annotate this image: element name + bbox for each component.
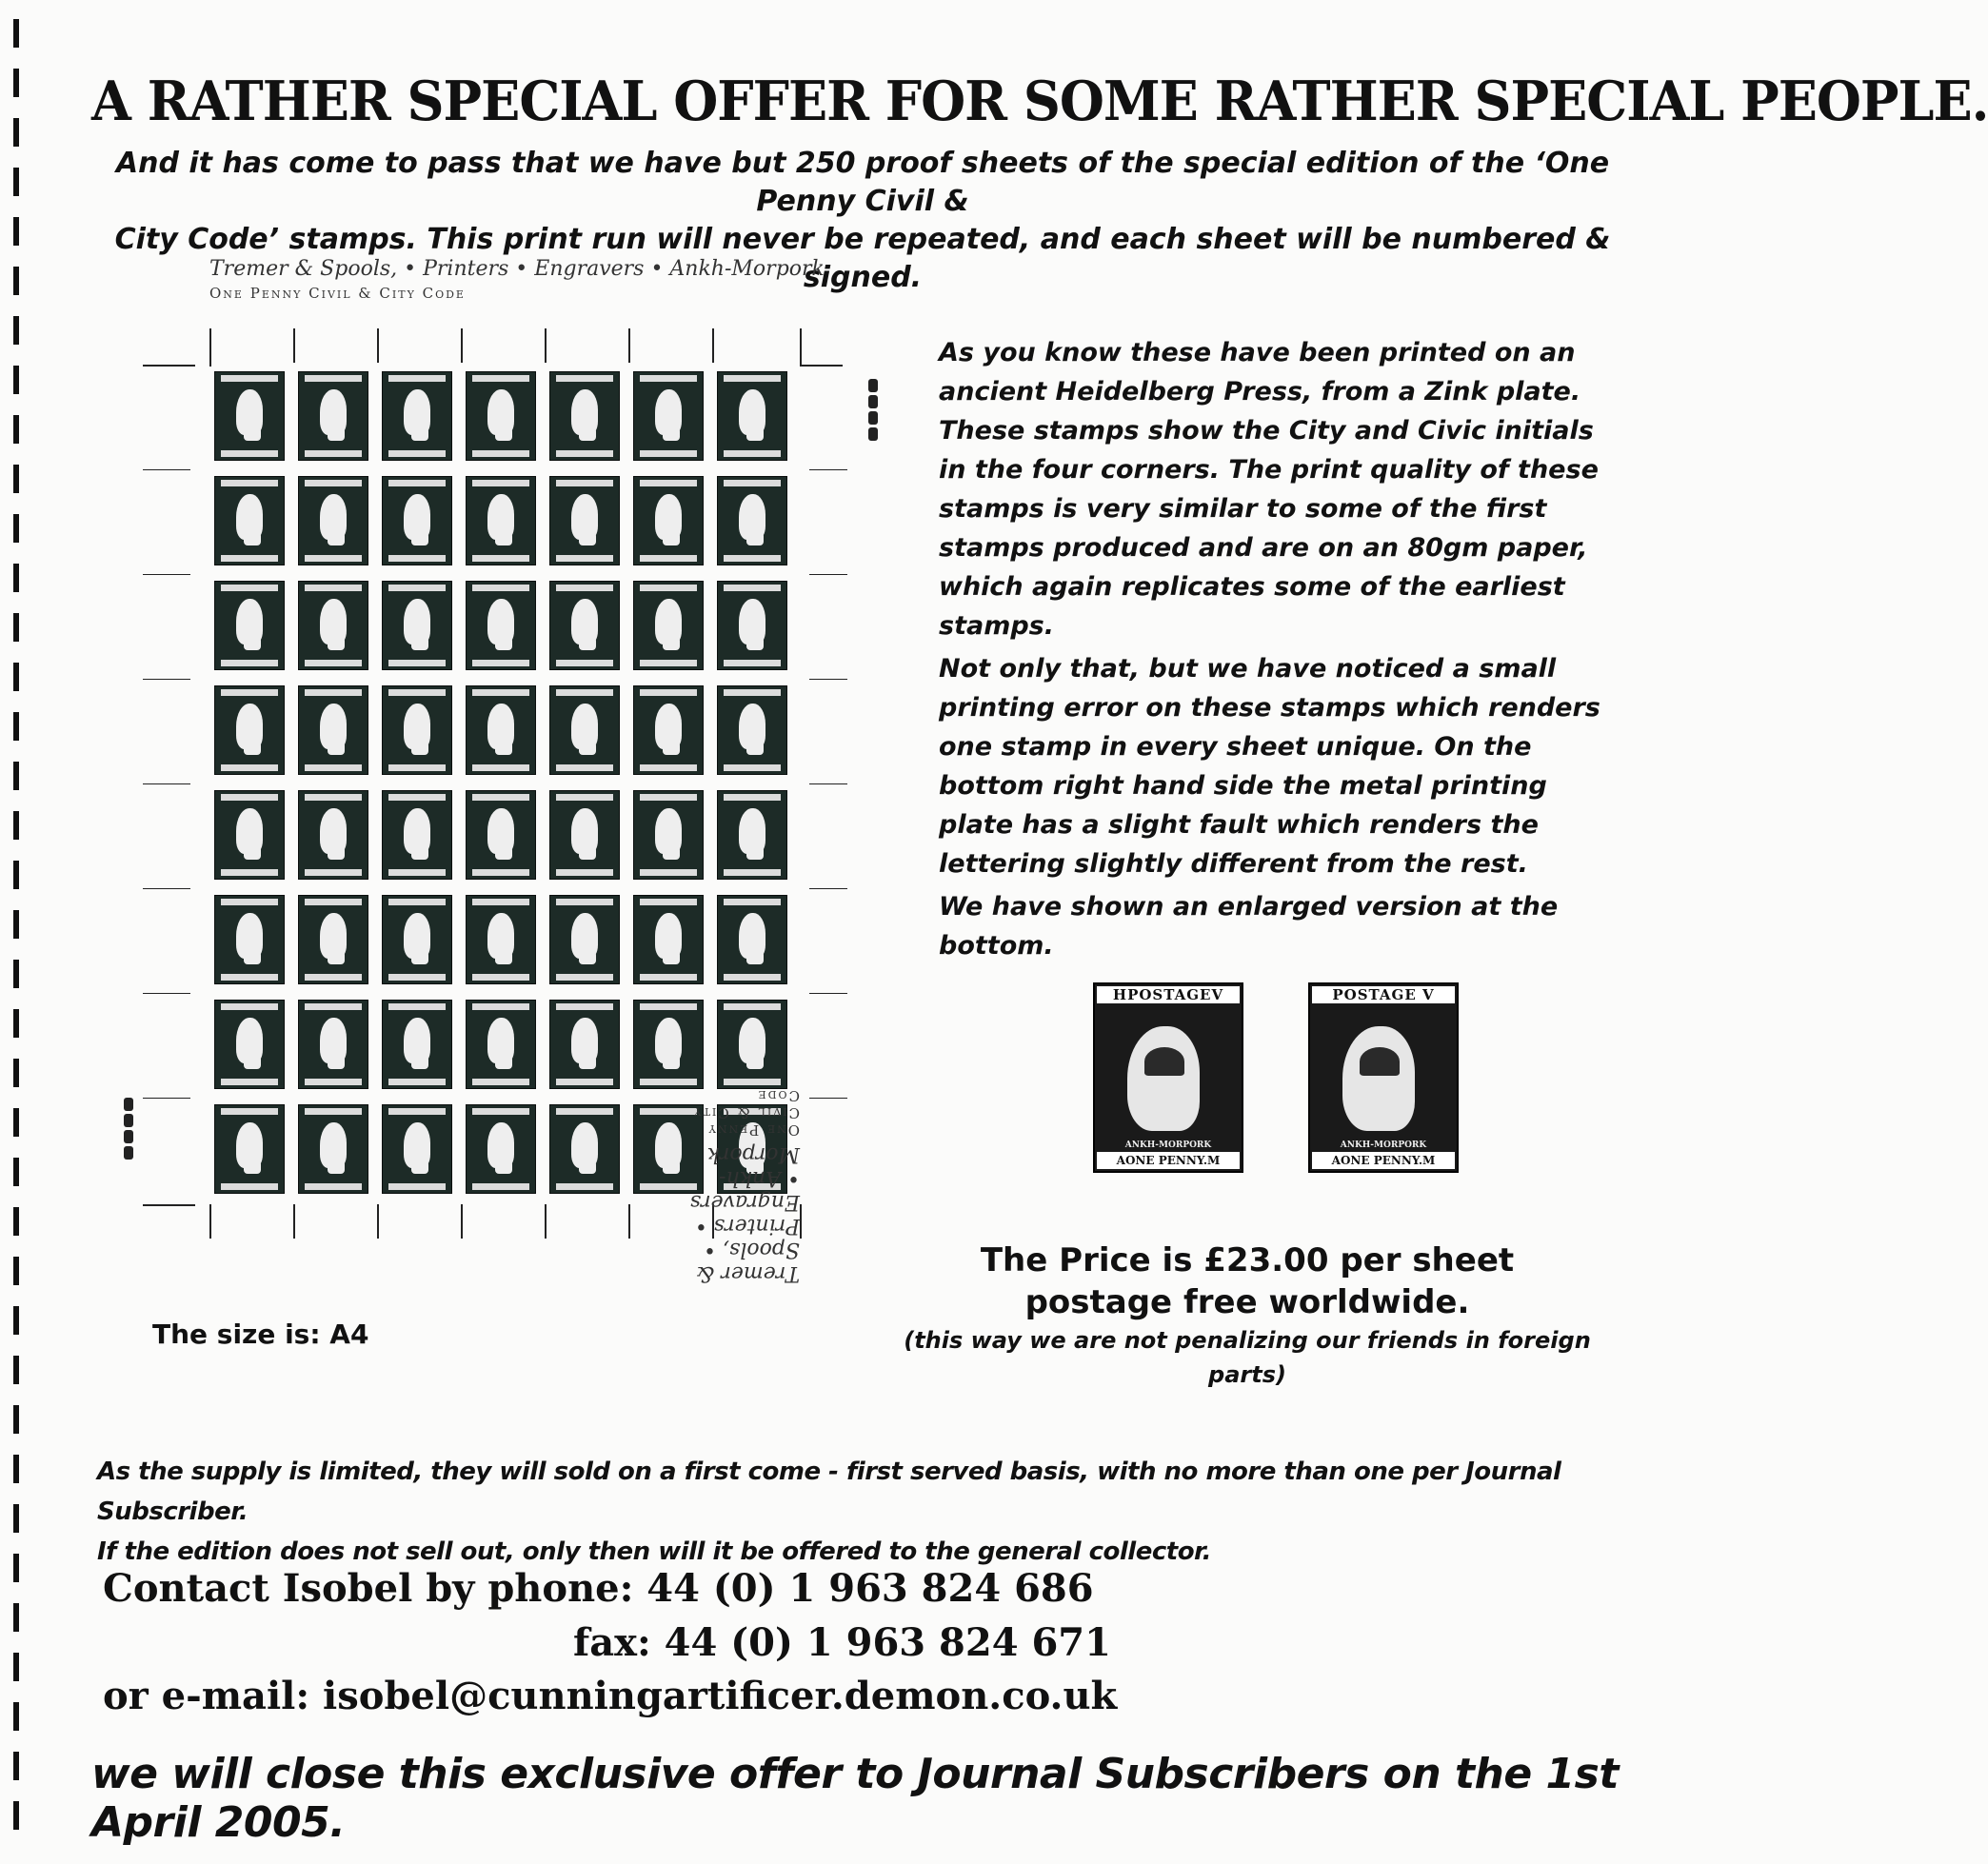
description-text <box>939 333 1605 969</box>
sheet-stamp <box>466 476 536 565</box>
stamp-portrait <box>328 637 345 650</box>
stamp-top-panel <box>724 794 781 801</box>
stamp-portrait <box>579 1056 596 1069</box>
stamp-portrait <box>746 951 764 964</box>
stamp-top-panel <box>472 899 529 905</box>
stamp-grid <box>214 371 787 1196</box>
stamp-top-panel <box>556 585 613 591</box>
stamp-top-panel <box>221 585 278 591</box>
stamp-portrait <box>746 532 764 545</box>
sheet-stamp <box>549 895 620 984</box>
stamp-bottom-panel <box>556 869 613 876</box>
stamp-portrait <box>1127 1026 1200 1131</box>
stamp-top-panel <box>472 794 529 801</box>
sheet-stamp <box>466 1104 536 1194</box>
stamp-portrait <box>579 951 596 964</box>
stamp-portrait <box>411 1160 428 1174</box>
stamp-bottom-panel <box>388 555 446 562</box>
gutter-mark <box>809 888 847 889</box>
sheet-stamp <box>382 685 452 775</box>
stamp-sheet-image <box>152 252 857 1290</box>
sheet-stamp <box>549 1104 620 1194</box>
stamp-bottom-panel <box>640 450 697 457</box>
stamp-top-panel <box>556 899 613 905</box>
stamp-bottom-panel <box>724 764 781 771</box>
binding-edge <box>13 19 19 1847</box>
crop-mark <box>461 1204 463 1239</box>
stamp-bottom-text: AONE PENNY.M <box>1312 1152 1455 1169</box>
crop-mark <box>209 328 211 367</box>
stamp-top-panel <box>221 1003 278 1010</box>
stamp-top-panel <box>305 899 362 905</box>
crop-mark <box>800 328 802 367</box>
stamp-portrait <box>244 427 261 441</box>
stamp-top-panel <box>472 1003 529 1010</box>
crop-mark <box>461 328 463 363</box>
crop-mark <box>143 1204 195 1206</box>
sheet-stamp <box>549 685 620 775</box>
sheet-stamp <box>549 581 620 670</box>
stamp-portrait <box>579 742 596 755</box>
sheet-stamp <box>214 1000 285 1089</box>
stamp-bottom-panel <box>472 869 529 876</box>
stamp-top-panel <box>305 480 362 486</box>
size-label: The size is: A4 <box>152 1319 369 1350</box>
stamp-portrait <box>746 427 764 441</box>
description-paragraph: Not only that, but we have noticed a small printing error on these stamps which renders one stamp in every sheet unique. On the bottom right hand side the metal printing plate has a slight fault which renders the lettering slightly different from the rest. <box>939 654 1600 879</box>
gutter-mark <box>143 1098 190 1099</box>
description-paragraph: We have shown an enlarged version at the bottom. <box>939 892 1559 961</box>
stamp-portrait <box>411 427 428 441</box>
stamp-portrait <box>328 427 345 441</box>
stamp-top-panel <box>221 794 278 801</box>
sheet-stamp <box>382 895 452 984</box>
stamp-portrait <box>746 742 764 755</box>
stamp-top-panel <box>305 794 362 801</box>
stamp-bottom-panel <box>388 869 446 876</box>
plate-dot <box>124 1098 133 1111</box>
stamp-portrait <box>495 637 512 650</box>
sheet-stamp <box>717 476 787 565</box>
stamp-bottom-panel <box>556 1079 613 1085</box>
plate-dot <box>868 395 878 408</box>
gutter-mark <box>809 993 847 994</box>
stamp-bottom-panel <box>640 974 697 981</box>
sheet-stamp <box>214 790 285 880</box>
stamp-portrait <box>746 1056 764 1069</box>
stamp-portrait <box>411 637 428 650</box>
stamp-portrait <box>663 846 680 860</box>
gutter-mark <box>143 574 190 575</box>
stamp-top-panel <box>388 794 446 801</box>
stamp-bottom-panel <box>724 450 781 457</box>
stamp-portrait <box>746 846 764 860</box>
plate-dot <box>124 1146 133 1160</box>
sheet-stamp <box>717 581 787 670</box>
crop-mark <box>800 365 843 367</box>
plate-marks-right <box>868 376 878 444</box>
stamp-top-panel <box>556 689 613 696</box>
sheet-stamp <box>214 895 285 984</box>
stamp-top-panel <box>388 585 446 591</box>
sheet-stamp <box>466 371 536 461</box>
stamp-top-panel <box>221 375 278 382</box>
stamp-bottom-panel <box>221 1183 278 1190</box>
stamp-bottom-panel <box>724 1079 781 1085</box>
stamp-top-panel <box>472 689 529 696</box>
stamp-bottom-panel <box>640 555 697 562</box>
stamp-top-panel <box>221 1108 278 1115</box>
stamp-portrait <box>495 951 512 964</box>
sheet-stamp <box>298 371 368 461</box>
sheet-stamp <box>298 476 368 565</box>
price-note: (this way we are not penalizing our friends in foreign parts) <box>904 1327 1591 1388</box>
stamp-top-panel <box>388 899 446 905</box>
sheet-stamp <box>466 685 536 775</box>
crop-mark <box>143 365 195 367</box>
stamp-bottom-panel <box>388 1079 446 1085</box>
stamp-bottom-panel <box>556 974 613 981</box>
sheet-stamp <box>717 371 787 461</box>
gutter-mark <box>143 469 190 470</box>
sheet-stamp <box>382 1000 452 1089</box>
stamp-portrait <box>328 1160 345 1174</box>
crop-mark <box>293 328 295 363</box>
stamp-portrait <box>663 427 680 441</box>
stamp-top-panel <box>640 794 697 801</box>
stamp-bottom-panel <box>221 660 278 666</box>
sheet-header-caps: One Penny Civil & City Code <box>209 285 466 302</box>
stamp-top-panel <box>724 1003 781 1010</box>
sheet-stamp <box>466 895 536 984</box>
contact-fax: fax: 44 (0) 1 963 824 671 <box>573 1620 1111 1665</box>
stamp-top-panel <box>640 689 697 696</box>
stamp-portrait <box>411 951 428 964</box>
crop-mark <box>628 328 630 363</box>
sheet-stamp <box>214 581 285 670</box>
stamp-portrait <box>495 427 512 441</box>
stamp-bottom-panel <box>640 764 697 771</box>
stamp-top-panel <box>221 899 278 905</box>
sheet-stamp <box>717 1000 787 1089</box>
sheet-stamp <box>382 790 452 880</box>
stamp-portrait <box>579 846 596 860</box>
stamp-portrait <box>244 637 261 650</box>
stamp-bottom-panel <box>640 1183 697 1190</box>
stamp-top-text: POSTAGE V <box>1312 986 1455 1003</box>
stamp-portrait <box>411 1056 428 1069</box>
stamp-portrait <box>244 951 261 964</box>
supply-line: As the supply is limited, they will sold on a first come - first served basis, with no more than one per Journal Subscriber. <box>97 1457 1561 1526</box>
stamp-bottom-panel <box>305 764 362 771</box>
stamp-top-panel <box>388 1003 446 1010</box>
stamp-bottom-panel <box>472 1079 529 1085</box>
sheet-stamp <box>298 1000 368 1089</box>
gutter-mark <box>143 783 190 784</box>
description-paragraph: As you know these have been printed on an ancient Heidelberg Press, from a Zink plate. These stamps show the City and Civic initials in the four corners. The print quality of these stamps is very similar to some of the first stamps produced and are on an 80gm paper, which again replicates some of the earliest stamps. <box>939 338 1599 641</box>
stamp-bottom-text: AONE PENNY.M <box>1097 1152 1240 1169</box>
plate-dot <box>868 427 878 441</box>
price-line: The Price is £23.00 per sheet <box>980 1241 1515 1279</box>
stamp-bottom-panel <box>556 1183 613 1190</box>
gutter-mark <box>809 783 847 784</box>
sheet-header-script: Tremer & Spools, • Printers • Engravers • Ankh-Morpork <box>209 257 825 281</box>
stamp-top-panel <box>388 480 446 486</box>
gutter-mark <box>809 1098 847 1099</box>
sheet-stamp <box>382 371 452 461</box>
stamp-top-panel <box>305 375 362 382</box>
gutter-mark <box>809 679 847 680</box>
stamp-top-panel <box>305 1003 362 1010</box>
sheet-stamp <box>214 476 285 565</box>
stamp-portrait <box>746 637 764 650</box>
stamp-portrait <box>244 846 261 860</box>
supply-notice <box>97 1452 1659 1572</box>
sheet-stamp <box>214 685 285 775</box>
sheet-footer-script: Tremer & Spools, • Printers • Engravers • Ankh-Morpork <box>689 1142 800 1285</box>
sheet-stamp <box>633 581 704 670</box>
stamp-portrait <box>579 1160 596 1174</box>
stamp-bottom-panel <box>472 974 529 981</box>
stamp-portrait <box>579 637 596 650</box>
crop-mark <box>545 328 547 363</box>
sheet-stamp <box>633 895 704 984</box>
stamp-bottom-panel <box>472 764 529 771</box>
stamp-top-panel <box>556 480 613 486</box>
enlarged-stamp-error <box>1308 982 1459 1173</box>
stamp-portrait <box>495 1160 512 1174</box>
stamp-bottom-panel <box>472 450 529 457</box>
stamp-top-panel <box>472 1108 529 1115</box>
stamp-bottom-panel <box>221 764 278 771</box>
stamp-portrait <box>663 951 680 964</box>
stamp-top-panel <box>305 689 362 696</box>
stamp-top-panel <box>556 375 613 382</box>
stamp-bottom-panel <box>556 555 613 562</box>
stamp-bottom-panel <box>305 974 362 981</box>
sheet-stamp <box>633 1000 704 1089</box>
stamp-bottom-panel <box>388 974 446 981</box>
stamp-portrait <box>663 532 680 545</box>
crop-mark <box>377 1204 379 1239</box>
stamp-portrait <box>495 846 512 860</box>
stamp-bottom-panel <box>724 869 781 876</box>
stamp-bottom-panel <box>724 660 781 666</box>
stamp-top-panel <box>472 585 529 591</box>
stamp-portrait <box>411 532 428 545</box>
stamp-bottom-panel <box>640 869 697 876</box>
sheet-stamp <box>298 581 368 670</box>
sheet-stamp <box>298 685 368 775</box>
gutter-mark <box>809 574 847 575</box>
intro-line: City Code’ stamps. This print run will never be repeated, and each sheet will be numbered & signed. <box>114 223 1611 294</box>
stamp-top-panel <box>724 480 781 486</box>
stamp-top-panel <box>640 899 697 905</box>
stamp-middle-text: ANKH-MORPORK <box>1340 1140 1427 1150</box>
stamp-portrait <box>328 846 345 860</box>
stamp-bottom-panel <box>640 1079 697 1085</box>
stamp-bottom-panel <box>388 660 446 666</box>
stamp-top-panel <box>640 1108 697 1115</box>
stamp-bottom-panel <box>640 660 697 666</box>
stamp-portrait <box>663 1160 680 1174</box>
sheet-stamp <box>298 895 368 984</box>
sheet-stamp <box>382 476 452 565</box>
stamp-top-panel <box>388 1108 446 1115</box>
stamp-top-panel <box>724 375 781 382</box>
contact-phone: Contact Isobel by phone: 44 (0) 1 963 824 686 <box>103 1566 1094 1611</box>
sheet-header <box>209 257 825 302</box>
stamp-top-panel <box>388 689 446 696</box>
stamp-bottom-panel <box>724 555 781 562</box>
sheet-footer-inverted <box>690 1087 800 1285</box>
stamp-bottom-panel <box>305 1079 362 1085</box>
stamp-bottom-panel <box>556 660 613 666</box>
sheet-stamp <box>466 581 536 670</box>
stamp-bottom-panel <box>221 555 278 562</box>
stamp-bottom-panel <box>221 450 278 457</box>
stamp-portrait <box>244 532 261 545</box>
stamp-bottom-panel <box>556 450 613 457</box>
stamp-bottom-panel <box>724 974 781 981</box>
stamp-top-panel <box>724 689 781 696</box>
stamp-top-panel <box>305 585 362 591</box>
sheet-footer-caps: One Penny Civil & City Code <box>692 1087 800 1139</box>
stamp-bottom-panel <box>472 660 529 666</box>
sheet-stamp <box>717 685 787 775</box>
stamp-top-panel <box>556 1003 613 1010</box>
stamp-portrait <box>328 1056 345 1069</box>
stamp-bottom-panel <box>556 764 613 771</box>
stamp-top-panel <box>472 375 529 382</box>
stamp-portrait <box>663 637 680 650</box>
stamp-portrait <box>663 1056 680 1069</box>
plate-dot <box>868 411 878 425</box>
sheet-stamp <box>717 790 787 880</box>
stamp-bottom-panel <box>472 555 529 562</box>
stamp-portrait <box>579 427 596 441</box>
stamp-bottom-panel <box>388 764 446 771</box>
stamp-top-panel <box>221 480 278 486</box>
sheet-stamp <box>633 790 704 880</box>
stamp-top-panel <box>388 375 446 382</box>
plate-dot <box>124 1114 133 1127</box>
stamp-portrait <box>663 742 680 755</box>
sheet-stamp <box>633 371 704 461</box>
sheet-stamp <box>214 1104 285 1194</box>
stamp-bottom-panel <box>221 869 278 876</box>
stamp-top-panel <box>556 1108 613 1115</box>
stamp-portrait <box>328 951 345 964</box>
stamp-portrait <box>328 742 345 755</box>
sheet-stamp <box>466 1000 536 1089</box>
sheet-stamp <box>382 1104 452 1194</box>
stamp-bottom-panel <box>305 660 362 666</box>
sheet-stamp <box>214 371 285 461</box>
stamp-bottom-panel <box>221 1079 278 1085</box>
sheet-stamp <box>549 371 620 461</box>
stamp-bottom-panel <box>221 974 278 981</box>
stamp-top-panel <box>305 1108 362 1115</box>
stamp-bottom-panel <box>388 450 446 457</box>
gutter-mark <box>143 993 190 994</box>
stamp-bottom-panel <box>305 1183 362 1190</box>
enlarged-stamp-normal <box>1093 982 1243 1173</box>
stamp-portrait <box>244 1160 261 1174</box>
stamp-top-panel <box>640 1003 697 1010</box>
sheet-stamp <box>298 1104 368 1194</box>
stamp-top-panel <box>640 375 697 382</box>
crop-mark <box>377 328 379 363</box>
sheet-stamp <box>298 790 368 880</box>
crop-mark <box>800 1204 802 1239</box>
sheet-stamp <box>382 581 452 670</box>
headline: A RATHER SPECIAL OFFER FOR SOME RATHER SPECIAL PEOPLE. <box>91 69 1988 133</box>
sheet-stamp <box>549 476 620 565</box>
intro-line: And it has come to pass that we have but 250 proof sheets of the special edition of the ‘One Penny Civil & <box>115 147 1610 218</box>
stamp-bottom-panel <box>305 450 362 457</box>
stamp-top-panel <box>556 794 613 801</box>
stamp-portrait <box>579 532 596 545</box>
stamp-portrait <box>411 846 428 860</box>
stamp-middle-text: ANKH-MORPORK <box>1124 1140 1212 1150</box>
stamp-top-text: HPOSTAGEV <box>1097 986 1240 1003</box>
stamp-top-panel <box>640 585 697 591</box>
sheet-stamp <box>549 790 620 880</box>
stamp-top-panel <box>472 480 529 486</box>
gutter-mark <box>143 888 190 889</box>
stamp-portrait <box>411 742 428 755</box>
gutter-mark <box>143 679 190 680</box>
crop-mark <box>628 1204 630 1239</box>
sheet-stamp <box>466 790 536 880</box>
contact-email: or e-mail: isobel@cunningartificer.demon.co.uk <box>103 1674 1118 1718</box>
closing-notice: we will close this exclusive offer to Journal Subscribers on the 1st April 2005. <box>91 1750 1619 1847</box>
sheet-stamp <box>549 1000 620 1089</box>
stamp-portrait <box>328 532 345 545</box>
price-postage: postage free worldwide. <box>1024 1283 1470 1321</box>
stamp-bottom-panel <box>388 1183 446 1190</box>
gutter-mark <box>809 469 847 470</box>
crop-mark <box>545 1204 547 1239</box>
stamp-top-panel <box>724 899 781 905</box>
supply-line: If the edition does not sell out, only then will it be offered to the general collector. <box>97 1537 1212 1566</box>
plate-dot <box>124 1130 133 1143</box>
stamp-bottom-panel <box>305 869 362 876</box>
plate-dot <box>868 379 878 392</box>
sheet-stamp <box>717 895 787 984</box>
sheet-stamp <box>633 685 704 775</box>
sheet-stamp <box>633 476 704 565</box>
stamp-portrait <box>244 1056 261 1069</box>
stamp-top-panel <box>640 480 697 486</box>
stamp-portrait <box>495 532 512 545</box>
stamp-portrait <box>1342 1026 1415 1131</box>
stamp-top-panel <box>221 689 278 696</box>
stamp-portrait <box>495 742 512 755</box>
plate-marks-left <box>124 1095 133 1162</box>
stamp-bottom-panel <box>305 555 362 562</box>
price-block <box>885 1239 1609 1392</box>
crop-mark <box>293 1204 295 1239</box>
stamp-bottom-panel <box>472 1183 529 1190</box>
stamp-portrait <box>495 1056 512 1069</box>
crop-mark <box>712 328 714 363</box>
stamp-portrait <box>244 742 261 755</box>
stamp-top-panel <box>724 585 781 591</box>
crop-mark <box>209 1204 211 1239</box>
